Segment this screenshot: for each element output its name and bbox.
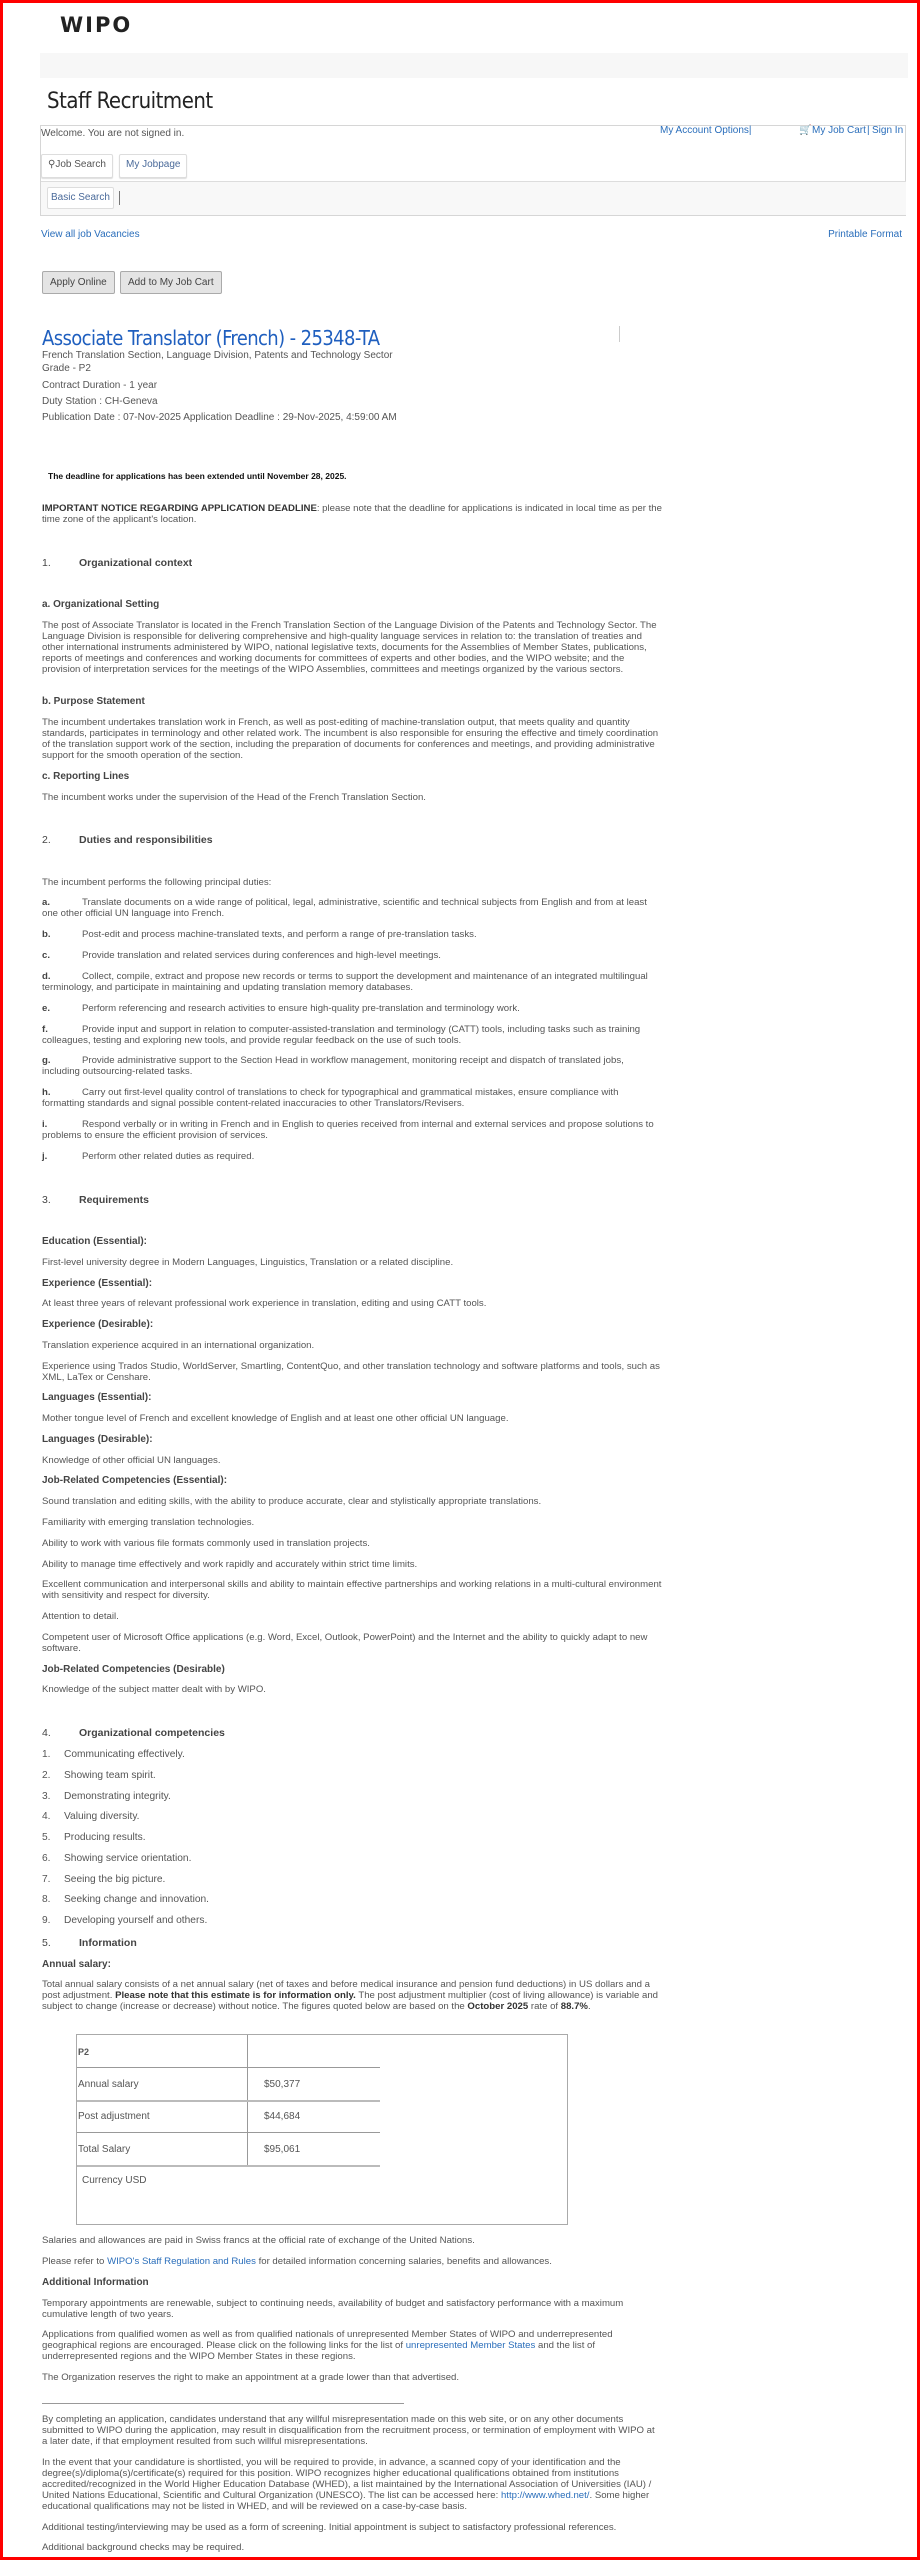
experience-essential-text: At least three years of relevant professional work experience in translation, editing and using CATT tools. <box>42 1298 487 1309</box>
item-text: Showing team spirit. <box>64 1769 156 1781</box>
competency-list-item <box>42 1915 662 1926</box>
view-all-vacancies-link[interactable]: View all job Vacancies <box>41 229 140 240</box>
competencies-desirable-heading: Job-Related Competencies (Desirable) <box>42 1664 225 1675</box>
row-divider <box>77 2100 380 2102</box>
duty-label: d. <box>42 971 51 982</box>
sign-in-link[interactable]: Sign In <box>872 125 904 136</box>
text: . Some higher educational qualifications may not be listed in WHED, and will be reviewed on a case-by-case basis. <box>42 2490 650 2512</box>
section-number: 2. <box>42 834 51 846</box>
item-number: 3. <box>42 1790 51 1802</box>
item-text: Seeing the big picture. <box>64 1873 166 1885</box>
bold-text: October 2025 <box>467 2001 529 2012</box>
staff-rules-note <box>42 2256 662 2267</box>
duty-label: a. <box>42 897 51 908</box>
competency-item: Excellent communication and interpersonal skills and ability to maintain effective partnerships and working relations in a multi-cultural environment with sensitivity and respect for diversity. <box>42 1579 662 1601</box>
additional-info-heading: Additional Information <box>42 2277 149 2288</box>
search-subbar <box>41 181 906 215</box>
competency-list-item <box>42 1791 662 1802</box>
duty-item <box>42 1151 662 1162</box>
separator: | <box>867 125 870 136</box>
purpose-heading: b. Purpose Statement <box>42 696 145 707</box>
section-title: Duties and responsibilities <box>79 834 213 846</box>
job-title: Associate Translator (French) - 25348-TA <box>42 326 380 350</box>
grade-cell: P2 <box>78 2047 90 2057</box>
post-adjustment-value: $44,684 <box>264 2111 301 2122</box>
text: In the event that your candidature is shortlisted, you will be required to provide, in advance, a scanned copy of your identification and the degree(s)/diploma(s)/certificate(s) required for this position. WIPO recognizes higher educational qualifications obtained from institutions accredited/recognized in the World Higher Education Database (WHED), a list maintained by the International Association of Universities (IAU) / United Nations Educational, Scientific and Cultural Organization (UNESCO). The list can be accessed here: <box>42 2457 652 2501</box>
duty-label: j. <box>42 1151 48 1162</box>
competency-list-item <box>42 1832 662 1843</box>
education-text: First-level university degree in Modern Languages, Linguistics, Translation or a related discipline. <box>42 1257 454 1268</box>
competency-list-item <box>42 1770 662 1781</box>
duty-label: b. <box>42 929 51 940</box>
section-number: 5. <box>42 1937 51 1949</box>
section-1-heading <box>42 557 192 569</box>
misrepresentation-text: By completing an application, candidates understand that any willful misrepresentation made on this web site, or on any other documents submitted to WIPO during the application, may result in disqualification from the recruitment process, or termination of employment with WIPO at a later date, if that employment resulted from such willful misrepresentations. <box>42 2414 655 2447</box>
total-salary-value: $95,061 <box>264 2144 301 2155</box>
job-grade: Grade - P2 <box>42 363 91 374</box>
apply-online-button[interactable]: Apply Online <box>42 271 115 294</box>
duty-text: Provide administrative support to the Section Head in workflow management, monitoring receipt and dispatch of translated jobs, including outsourcing-related tasks. <box>42 1055 624 1077</box>
duty-text: Post-edit and process machine-translated texts, and perform a range of pre-translation tasks. <box>82 929 477 940</box>
post-adjustment-label: Post adjustment <box>78 2111 150 2122</box>
duty-item <box>42 1087 662 1109</box>
duty-text: Perform referencing and research activities to ensure high-quality pre-translation and terminology work. <box>82 1003 520 1014</box>
competency-item: Ability to manage time effectively and work rapidly and accurately within strict time limits. <box>42 1559 418 1570</box>
competencies-essential-heading: Job-Related Competencies (Essential): <box>42 1475 228 1486</box>
languages-essential-text: Mother tongue level of French and excellent knowledge of English and at least one other official UN language. <box>42 1413 509 1424</box>
job-dates: Publication Date : 07-Nov-2025 Application Deadline : 29-Nov-2025, 4:59:00 AM <box>42 412 397 423</box>
duty-item <box>42 929 662 940</box>
item-number: 7. <box>42 1873 51 1885</box>
testing-text: Additional testing/interviewing may be used as a form of screening. Initial appointment is subject to satisfactory professional references. <box>42 2522 617 2533</box>
text: Total annual salary consists of a net annual salary (net of taxes and before medical insurance and pension fund deductions) in US dollars and a post adjustment. <box>42 1979 650 2001</box>
section-title: Organizational competencies <box>79 1727 225 1739</box>
contract-duration: Contract Duration - 1 year <box>42 380 158 391</box>
duty-label: c. <box>42 950 51 961</box>
competency-list-item <box>42 1811 662 1822</box>
job-unit: French Translation Section, Language Division, Patents and Technology Sector <box>42 350 393 361</box>
competency-item: Competent user of Microsoft Office applications (e.g. Word, Excel, Outlook, PowerPoint) and the Internet and the ability to quickly adapt to new software. <box>42 1632 648 1654</box>
item-number: 6. <box>42 1852 51 1864</box>
item-number: 1. <box>42 1749 51 1760</box>
annual-salary-value: $50,377 <box>264 2079 301 2090</box>
item-number: 8. <box>42 1894 51 1906</box>
section-4-heading <box>42 1727 225 1739</box>
item-text: Showing service orientation. <box>64 1852 192 1864</box>
languages-desirable-heading: Languages (Desirable): <box>42 1434 153 1445</box>
salary-table <box>76 2034 568 2225</box>
currency-note: Currency USD <box>82 2175 147 2186</box>
row-divider <box>77 2165 380 2167</box>
bold-text: 88.7% <box>560 2001 588 2012</box>
row-divider <box>77 2132 380 2133</box>
divider <box>619 326 620 342</box>
duty-item <box>42 971 662 993</box>
competency-list-item <box>42 1853 662 1864</box>
duty-text: Translate documents on a wide range of political, legal, administrative, scientific and technical subjects from English and from at least one other official UN language into French. <box>42 897 647 919</box>
duty-item <box>42 1119 662 1141</box>
background-checks-text: Additional background checks may be required. <box>42 2542 245 2553</box>
annual-salary-heading: Annual salary: <box>42 1959 111 1970</box>
total-salary-label: Total Salary <box>78 2144 131 2155</box>
competency-item: Sound translation and editing skills, with the ability to produce accurate, clear and stylistically appropriate translations. <box>42 1496 542 1507</box>
section-title: Information <box>79 1937 137 1949</box>
row-divider <box>77 2067 380 2068</box>
reporting-heading: c. Reporting Lines <box>42 771 130 782</box>
staff-regulations-link[interactable]: WIPO's Staff Regulation and Rules <box>107 2256 256 2267</box>
section-3-heading <box>42 1194 149 1206</box>
swiss-francs-note: Salaries and allowances are paid in Swiss francs at the official rate of exchange of the United Nations. <box>42 2235 475 2246</box>
tab-my-jobpage[interactable]: My Jobpage <box>119 154 187 178</box>
section-5-heading <box>42 1937 137 1949</box>
reporting-text: The incumbent works under the supervision of the Head of the French Translation Section. <box>42 792 426 803</box>
duty-label: g. <box>42 1055 51 1066</box>
competency-list-item <box>42 1874 662 1885</box>
bold-text: Please note that this estimate is for information only. <box>115 1990 356 2001</box>
deadline-extension: The deadline for applications has been extended until November 28, 2025. <box>48 471 347 481</box>
education-heading: Education (Essential): <box>42 1236 148 1247</box>
deadline-notice <box>42 503 662 525</box>
temporary-appointments-text: Temporary appointments are renewable, subject to continuing needs, availability of budget and satisfactory performance with a maximum cumulative length of two years. <box>42 2298 624 2320</box>
experience-essential-heading: Experience (Essential): <box>42 1278 153 1289</box>
languages-desirable-text: Knowledge of other official UN languages. <box>42 1455 221 1466</box>
annual-salary-label: Annual salary <box>78 2079 139 2090</box>
duty-item <box>42 1003 662 1014</box>
notice-heading: IMPORTANT NOTICE REGARDING APPLICATION DEADLINE <box>42 503 317 514</box>
item-text: Seeking change and innovation. <box>64 1894 210 1906</box>
duty-item <box>42 950 662 961</box>
duty-station: Duty Station : CH-Geneva <box>42 396 158 407</box>
duties-intro: The incumbent performs the following principal duties: <box>42 877 272 888</box>
competency-list-item <box>42 1894 662 1905</box>
duty-text: Collect, compile, extract and propose new records or terms to support the development and maintenance of an integrated multilingual terminology, and participate in maintaining and updating translation memory databases. <box>42 971 648 993</box>
section-number: 1. <box>42 557 51 569</box>
item-number: 4. <box>42 1811 51 1823</box>
competency-item: Ability to work with various file formats commonly used in translation projects. <box>42 1538 370 1549</box>
salary-text <box>42 1979 662 2012</box>
org-setting-text: The post of Associate Translator is located in the French Translation Section of the Language Division of the Patents and Technology Sector. The Language Division is responsible for delivering comprehensive and high-quality language services in relation to: the translation of treaties and other international instruments administered by WIPO, national legislative texts, documents for the Assemblies of Member States, publications, reports of meetings and conferences and working documents for committees of experts and other bodies, and the WIPO website; and the provision of interpretation services for the meetings of the WIPO Assemblies, committees and meetings organized by the various sectors. <box>42 620 657 675</box>
duty-item <box>42 1055 662 1077</box>
text: Applications from qualified women as well as from qualified nationals of unrepresented Member States of WIPO and underrepresented geographical regions are encouraged. Please click on the following links for the list of <box>42 2329 613 2351</box>
languages-essential-heading: Languages (Essential): <box>42 1392 152 1403</box>
applications-text <box>42 2329 662 2362</box>
item-number: 2. <box>42 1769 51 1781</box>
duty-text: Respond verbally or in writing in French and in English to queries received from internal and external services and propose solutions to problems to ensure the efficient provision of services. <box>42 1119 654 1141</box>
notice-text: : please note that the deadline for applications is indicated in local time as per the time zone of the applicant's location. <box>42 503 662 525</box>
experience-desirable-heading: Experience (Desirable): <box>42 1319 154 1330</box>
page-title: Staff Recruitment <box>47 89 213 114</box>
competency-item: Familiarity with emerging translation technologies. <box>42 1517 255 1528</box>
divider <box>42 2403 404 2404</box>
experience-desirable-text: Experience using Trados Studio, WorldServer, Smartling, ContentQuo, and other translation technology and software platforms and tools, such as XML, LaTex or Censhare. <box>42 1361 660 1383</box>
item-text: Producing results. <box>64 1832 146 1843</box>
cart-icon: 🛒 <box>799 125 812 136</box>
text: The post adjustment multiplier (cost of living allowance) is variable and subject to change (increase or decrease) without notice. The figures quoted below are based on the <box>42 1990 659 2012</box>
text: . <box>587 2001 591 2012</box>
section-2-heading <box>42 834 213 846</box>
add-to-job-cart-button[interactable]: Add to My Job Cart <box>120 271 222 294</box>
duty-text: Perform other related duties as required. <box>82 1151 255 1162</box>
shortlist-text <box>42 2457 662 2512</box>
duty-text: Provide translation and related services during conferences and high-level meetings. <box>82 950 441 961</box>
duty-item <box>42 897 662 919</box>
competency-item: Attention to detail. <box>42 1611 119 1622</box>
tab-job-search[interactable] <box>41 154 113 178</box>
section-number: 3. <box>42 1194 51 1206</box>
search-icon: ⚲ <box>48 159 56 170</box>
item-text: Communicating effectively. <box>64 1749 185 1760</box>
divider <box>119 191 120 205</box>
purpose-text: The incumbent undertakes translation work in French, as well as post-editing of machine-translation output, that meets quality and quantity standards, participates in terminology and other related work. The incumbent is also responsible for ensuring the effective and timely coordination of the translation support work of the section, including the preparation of documents for conferences and meetings, and providing administrative support for the smooth operation of the section. <box>42 717 659 761</box>
whed-link[interactable]: http://www.whed.net/ <box>500 2490 590 2501</box>
item-number: 9. <box>42 1915 51 1926</box>
printable-format-link[interactable]: Printable Format <box>828 229 902 240</box>
text: and the list of underrepresented regions and the WIPO Member States in these regions. <box>42 2340 596 2362</box>
duty-label: e. <box>42 1003 51 1014</box>
duty-text: Provide input and support in relation to computer-assisted-translation and terminology (CATT) tools, including tasks such as training colleagues, testing and exploring new tools, and provide regular feedback on the use of such tools. <box>42 1024 641 1046</box>
section-title: Organizational context <box>79 557 193 569</box>
tab-label: Job Search <box>55 159 106 170</box>
duty-label: i. <box>42 1119 48 1130</box>
item-text: Developing yourself and others. <box>64 1915 208 1926</box>
duty-label: f. <box>42 1024 48 1035</box>
competency-list-item <box>42 1749 662 1760</box>
item-text: Demonstrating integrity. <box>64 1790 171 1802</box>
wipo-logo: WIPO <box>60 13 133 37</box>
text: rate of <box>528 2001 561 2012</box>
experience-desirable-text: Translation experience acquired in an international organization. <box>42 1340 315 1351</box>
my-account-options-link[interactable]: My Account Options| <box>660 125 752 136</box>
section-number: 4. <box>42 1727 51 1739</box>
text: for detailed information concerning salaries, benefits and allowances. <box>255 2256 552 2267</box>
org-setting-heading: a. Organizational Setting <box>42 599 160 610</box>
item-number: 5. <box>42 1832 51 1843</box>
duty-item <box>42 1024 662 1046</box>
duty-text: Carry out first-level quality control of translations to check for typographical and grammatical mistakes, ensure compliance with formatting standards and signal possible content-related inaccuracies to other Translators/Revisers. <box>42 1087 619 1109</box>
unrepresented-member-states-link[interactable]: unrepresented Member States <box>405 2340 536 2351</box>
competencies-desirable-text: Knowledge of the subject matter dealt with by WIPO. <box>42 1684 266 1695</box>
my-job-cart-link[interactable]: My Job Cart <box>812 125 866 136</box>
grade-reservation-text: The Organization reserves the right to make an appointment at a grade lower than that advertised. <box>42 2372 460 2383</box>
section-title: Requirements <box>79 1194 150 1206</box>
text: Please refer to <box>42 2256 108 2267</box>
welcome-text: Welcome. You are not signed in. <box>41 128 185 139</box>
nav-bar <box>40 53 908 78</box>
duty-label: h. <box>42 1087 51 1098</box>
item-text: Valuing diversity. <box>64 1811 140 1823</box>
basic-search-button[interactable]: Basic Search <box>47 187 114 209</box>
